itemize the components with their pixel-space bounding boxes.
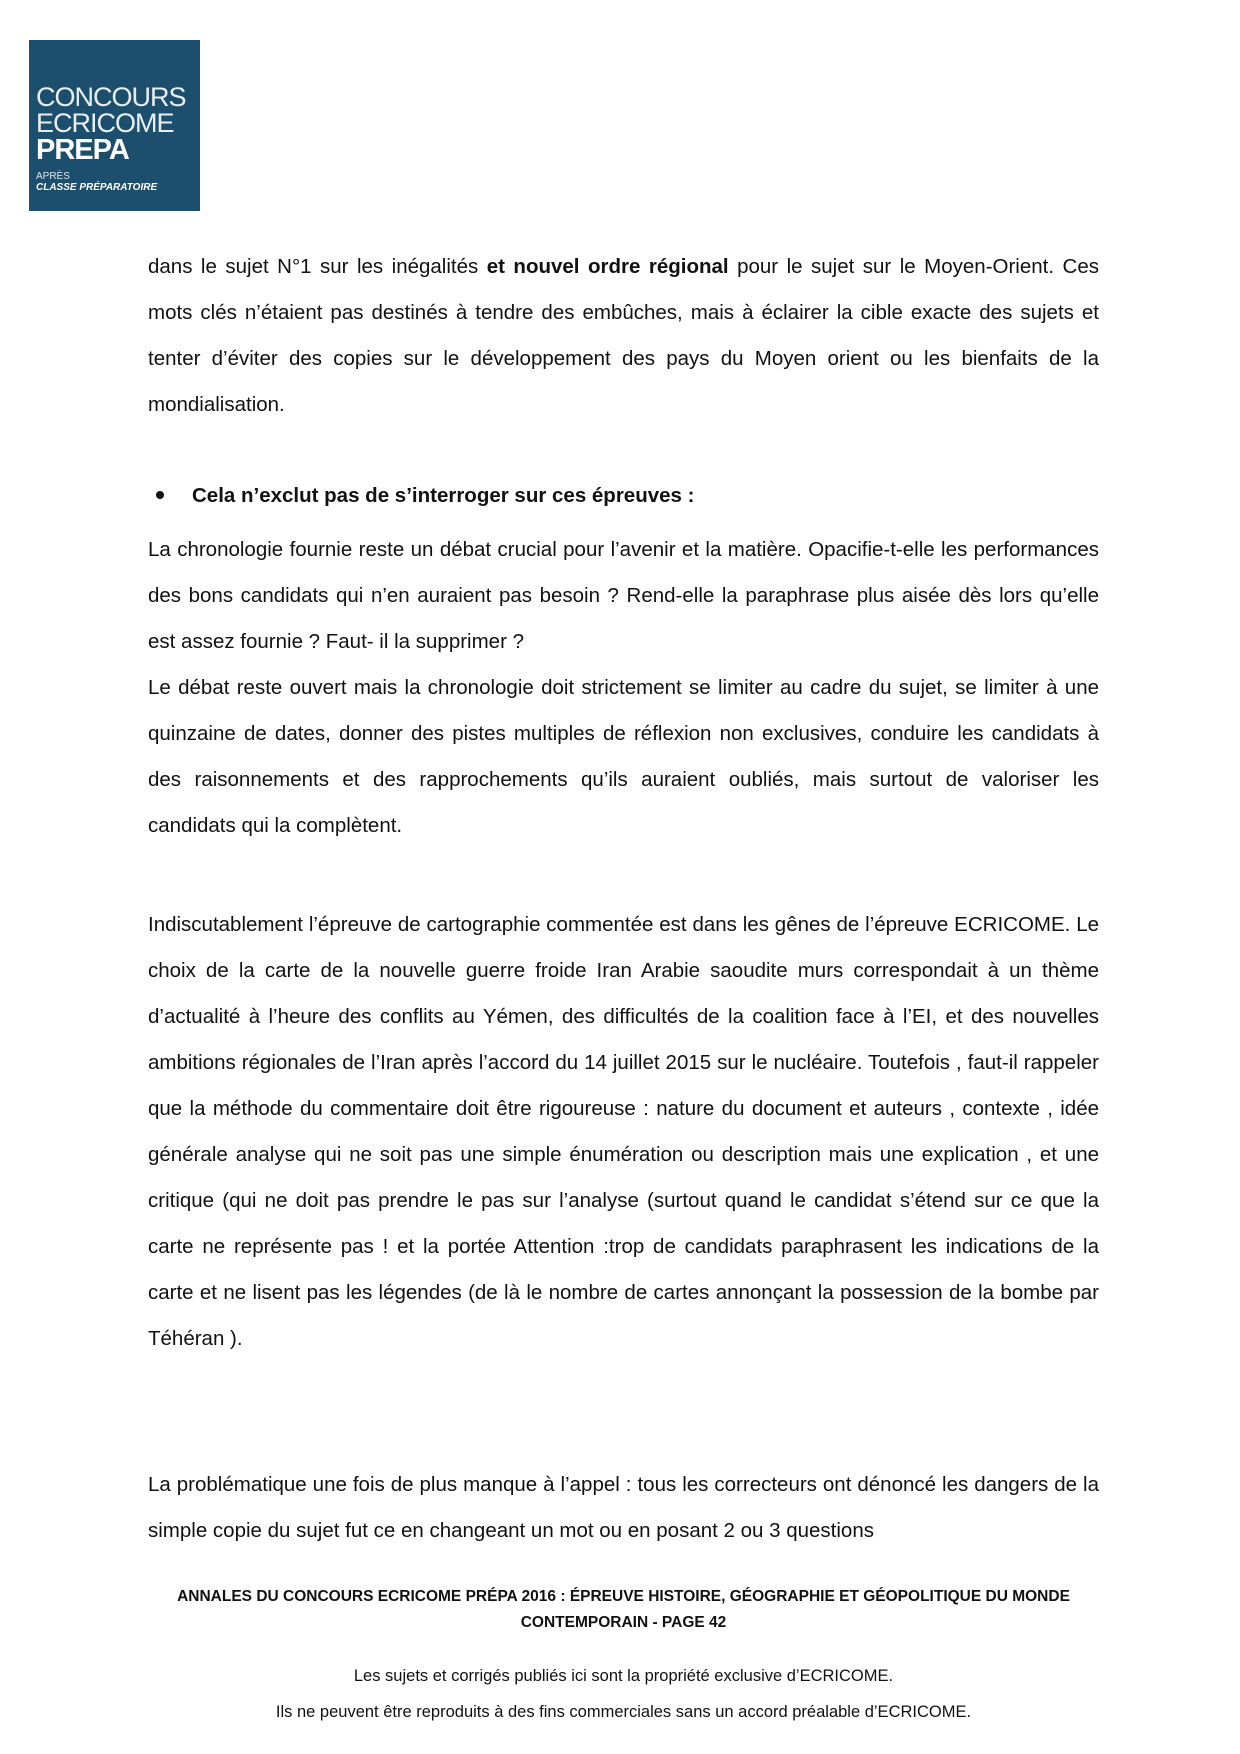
footer-note-line-1: Les sujets et corrigés publiés ici sont la propriété exclusive d’ECRICOME. [353, 1667, 894, 1685]
intro-bold-keyword: et nouvel ordre régional [486, 255, 729, 278]
logo-line-concours: CONCOURS [36, 82, 186, 112]
problematique-paragraph: La problématique une fois de plus manque à l’appel : tous les correcteurs ont dénoncé les dangers de la simple copie du sujet fut ce en changeant un mot ou en posant 2 ou 3 questions [148, 1473, 1099, 1542]
footer-title-line-2: CONTEMPORAIN - PAGE 42 [520, 1614, 727, 1631]
cartography-paragraph: Indiscutablement l’épreuve de cartographie commentée est dans les gênes de l’épreuve ECRICOME. Le choix de la carte de la nouvelle guerre froide Iran Arabie saoudite murs correspondait à un thème d’actualité à l’heure des conflits au Yémen, des difficultés de la coalition face à l’EI, et des nouvelles ambitions régionales de l’Iran après l’accord du 14 juillet 2015 sur le nucléaire. Toutefois , faut-il rappeler que la méthode du commentaire doit être rigoureuse : nature du document et auteurs , contexte , idée générale analyse qui ne soit pas une simple énumération ou description mais une explication , et une critique (qui ne doit pas prendre le pas sur l’analyse (surtout quand le candidat s’étend sur ce que la carte ne représente pas ! et la portée Attention :trop de candidats paraphrasent les indications de la carte et ne lisent pas les légendes (de là le nombre de cartes annonçant la possession de la bombe par Téhéran ). [148, 913, 1099, 1350]
chronology-paragraph-2: Le débat reste ouvert mais la chronologie doit strictement se limiter au cadre du sujet, se limiter à une quinzaine de dates, donner des pistes multiples de réflexion non exclusives, conduire les candidats à des raisonnements et des rapprochements qu’ils auraient oubliés, mais surtout de valoriser les candidats qui la complètent. [148, 676, 1099, 837]
footer-note-line-2: Ils ne peuvent être reproduits à des fins commerciales sans un accord préalable d’ECRICOME. [275, 1703, 972, 1721]
bullet-dot-icon [156, 491, 164, 499]
bullet-heading-text: Cela n’exclut pas de s’interroger sur ces épreuves : [192, 484, 695, 507]
intro-paragraph [148, 244, 1099, 428]
problematique-section [148, 1462, 1099, 1554]
chronology-section [148, 527, 1099, 849]
logo-line-ecricome: ECRICOME [36, 108, 174, 138]
footer-title-line-1: ANNALES DU CONCOURS ECRICOME PRÉPA 2016 : ÉPREUVE HISTOIRE, GÉOGRAPHIE ET GÉOPOLITIQUE DU MONDE [177, 1588, 1070, 1605]
ecricome-logo [29, 40, 200, 211]
logo-line-classe: CLASSE PRÉPARATOIRE [36, 182, 158, 193]
intro-text-part2: pour le sujet sur le Moyen-Orient. Ces mots clés n’étaient pas destinés à tendre des embûches, mais à éclairer la cible exacte des sujets et tenter d’éviter des copies sur le développement des pays du Moyen orient ou les bienfaits de la mondialisation. [148, 255, 1099, 416]
chronology-paragraph-1: La chronologie fournie reste un débat crucial pour l’avenir et la matière. Opacifie-t-elle les performances des bons candidats qui n’en auraient pas besoin ? Rend-elle la paraphrase plus aisée dès lors qu’elle est assez fournie ? Faut- il la supprimer ? [148, 538, 1099, 653]
footer-copyright-note [148, 1658, 1099, 1730]
intro-text-part1: dans le sujet N°1 sur les inégalités [148, 255, 487, 278]
logo-line-prepa: PREPA [36, 134, 129, 166]
cartography-section [148, 902, 1099, 1362]
bullet-heading [148, 473, 1099, 519]
logo-line-apres: APRÈS [36, 171, 70, 182]
footer-title [148, 1584, 1099, 1636]
